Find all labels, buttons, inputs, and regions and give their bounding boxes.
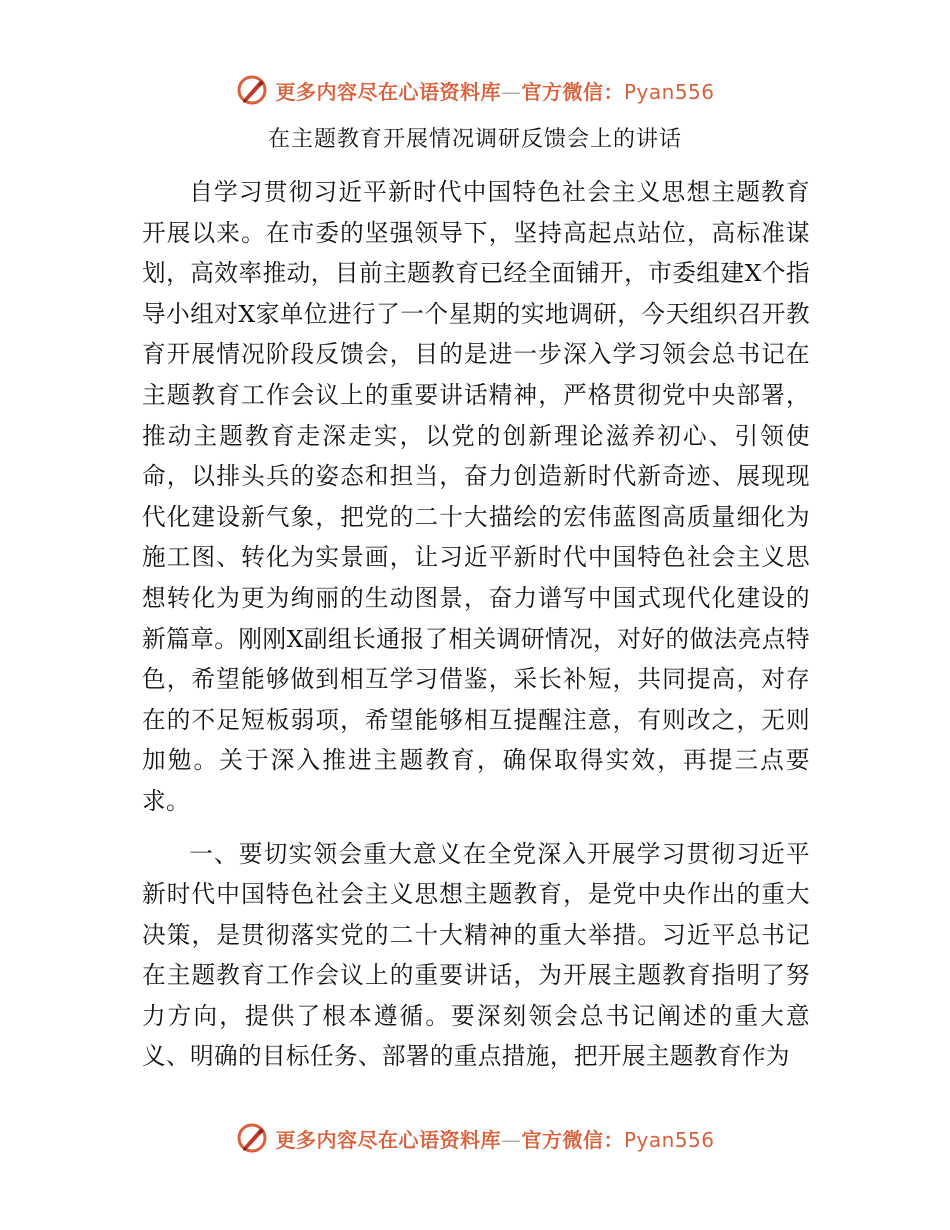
watermark-sub-text: 官方微信： (521, 79, 624, 104)
watermark-header (0, 70, 950, 110)
watermark-main-text: 更多内容尽在心语资料库 (275, 79, 501, 104)
watermark-dash: — (500, 1127, 522, 1152)
watermark-footer (0, 1118, 950, 1158)
watermark-wechat-id: Pyan556 (623, 79, 715, 104)
document-title: 在主题教育开展情况调研反馈会上的讲话 (267, 127, 682, 152)
watermark-wechat-id: Pyan556 (623, 1127, 715, 1152)
watermark-sub-text: 官方微信： (521, 1127, 624, 1152)
document-body (142, 172, 810, 1077)
pen-logo-icon (235, 73, 269, 107)
paragraph-section-one: 一、要切实领会重大意义在全党深入开展学习贯彻习近平新时代中国特色社会主义思想主题教育，是党中央作出的重大决策，是贯彻落实党的二十大精神的重大举措。习近平总书记在主题教育工作会议上的重要讲话，为开展主题教育指明了努力方向，提供了根本遵循。要深刻领会总书记阐述的重大意义、明确的目标任务、部署的重点措施，把开展主题教育作为 (142, 839, 810, 1071)
paragraph-intro: 自学习贯彻习近平新时代中国特色社会主义思想主题教育开展以来。在市委的坚强领导下，坚持高起点站位，高标准谋划，高效率推动，目前主题教育已经全面铺开，市委组建X个指导小组对X家单位进行了一个星期的实地调研，今天组织召开教育开展情况阶段反馈会，目的是进一步深入学习领会总书记在主题教育工作会议上的重要讲话精神，严格贯彻党中央部署，推动主题教育走深走实，以党的创新理论滋养初心、引领使命，以排头兵的姿态和担当，奋力创造新时代新奇迹、展现现代化建设新气象，把党的二十大描绘的宏伟蓝图高质量细化为施工图、转化为实景画，让习近平新时代中国特色社会主义思想转化为更为绚丽的生动图景，奋力谱写中国式现代化建设的新篇章。刚刚X副组长通报了相关调研情况，对好的做法亮点特色，希望能够做到相互学习借鉴，采长补短，共同提高，对存在的不足短板弱项，希望能够相互提醒注意，有则改之，无则加勉。关于深入推进主题教育，确保取得实效，再提三点要求。 (142, 178, 810, 815)
watermark-main-text: 更多内容尽在心语资料库 (275, 1127, 501, 1152)
watermark-dash: — (500, 79, 522, 104)
pen-logo-icon (235, 1121, 269, 1155)
